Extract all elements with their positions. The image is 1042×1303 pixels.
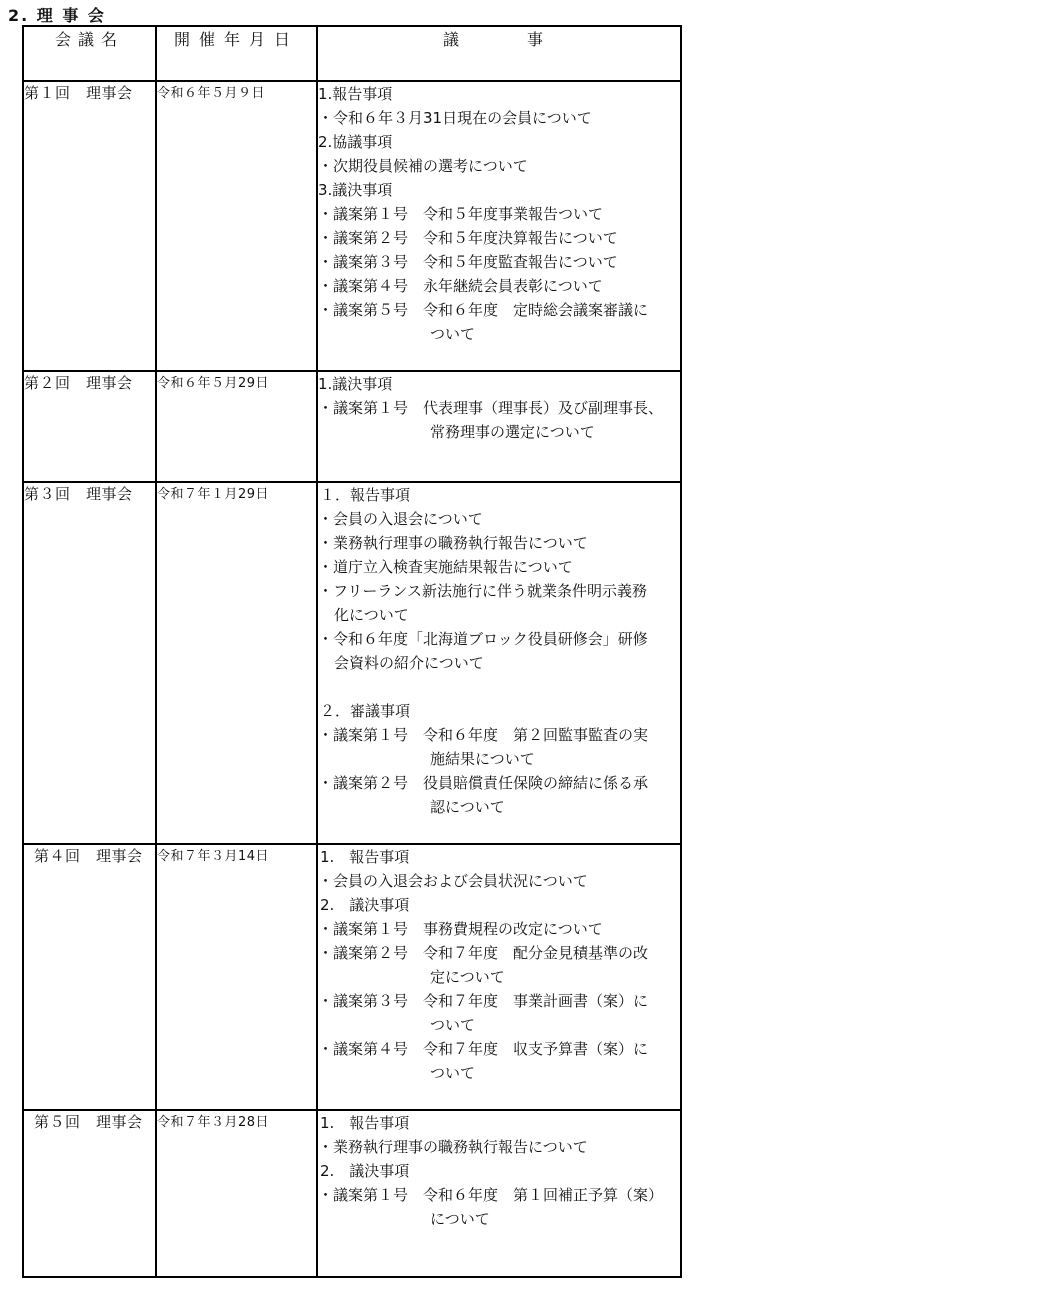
table-header-row: [23, 26, 681, 81]
agenda-line: 2.協議事項: [318, 133, 393, 151]
agenda-line: ・議案第１号 令和６年度 第１回補正予算（案）: [318, 1186, 664, 1204]
meeting-date: 令和６年５月９日: [156, 81, 317, 371]
agenda-line: 1. 報告事項: [320, 1114, 410, 1132]
agenda-line: ・議案第４号 令和７年度 収支予算書（案）に: [318, 1040, 649, 1058]
agenda-line: ・次期役員候補の選考について: [318, 157, 528, 175]
spacer: [318, 675, 680, 699]
meeting-name: 第１回 理事会: [23, 81, 156, 371]
meeting-agenda: [317, 844, 681, 1110]
board-meetings-table: [22, 25, 682, 1278]
meeting-name: 第３回 理事会: [23, 482, 156, 844]
agenda-line: 1. 報告事項: [320, 848, 410, 866]
agenda-line: ・会員の入退会について: [318, 510, 483, 528]
agenda-line: について: [430, 1210, 490, 1228]
agenda-line: ・議案第５号 令和６年度 定時総会議案審議に: [318, 301, 649, 319]
agenda-line: ・業務執行理事の職務執行報告について: [318, 1138, 588, 1156]
agenda-line: 施結果について: [430, 750, 535, 768]
agenda-line: 常務理事の選定について: [430, 423, 595, 441]
agenda-line: 化について: [334, 606, 409, 624]
agenda-line: ・議案第２号 令和５年度決算報告について: [318, 229, 618, 247]
agenda-line: 認について: [430, 798, 505, 816]
header-date: 開催年月日: [156, 26, 317, 81]
agenda-line: 2. 議決事項: [320, 896, 410, 914]
meeting-agenda: [317, 482, 681, 844]
agenda-line: ついて: [430, 1064, 476, 1082]
section-title: 2. 理 事 会: [8, 6, 106, 25]
agenda-line: ・会員の入退会および会員状況について: [318, 872, 588, 890]
table-row: [23, 844, 681, 1110]
meeting-name: 第５回 理事会: [23, 1110, 156, 1277]
agenda-line: 1.議決事項: [318, 375, 393, 393]
agenda-line: ・議案第１号 事務費規程の改定について: [318, 920, 603, 938]
agenda-line: 会資料の紹介について: [334, 654, 484, 672]
meeting-agenda: [317, 371, 681, 482]
agenda-line: ２．審議事項: [320, 702, 411, 720]
meeting-name: 第４回 理事会: [23, 844, 156, 1110]
agenda-line: ついて: [430, 1016, 476, 1034]
agenda-line: ・令和６年度「北海道ブロック役員研修会」研修: [318, 630, 648, 648]
agenda-line: ・議案第１号 令和５年度事業報告ついて: [318, 205, 604, 223]
agenda-line: ・議案第４号 永年継続会員表彰について: [318, 277, 603, 295]
meeting-date: 令和６年５月29日: [156, 371, 317, 482]
table-row: [23, 81, 681, 371]
agenda-line: ・業務執行理事の職務執行報告について: [318, 534, 588, 552]
agenda-line: ・議案第１号 令和６年度 第２回監事監査の実: [318, 726, 649, 744]
agenda-line: ・議案第１号 代表理事（理事長）及び副理事長、: [318, 399, 664, 417]
agenda-line: １．報告事項: [320, 486, 411, 504]
agenda-line: ・フリーランス新法施行に伴う就業条件明示義務: [318, 582, 647, 600]
meeting-date: 令和７年３月28日: [156, 1110, 317, 1277]
agenda-line: ・道庁立入検査実施結果報告について: [318, 558, 573, 576]
header-meeting-name: 会議名: [23, 26, 156, 81]
agenda-line: 3.議決事項: [318, 181, 393, 199]
table-row: [23, 1110, 681, 1277]
agenda-line: 2. 議決事項: [320, 1162, 410, 1180]
meeting-agenda: [317, 81, 681, 371]
meeting-agenda: [317, 1110, 681, 1277]
agenda-line: ・令和６年３月31日現在の会員について: [318, 109, 592, 127]
agenda-line: ・議案第２号 役員賠償責任保険の締結に係る承: [318, 774, 649, 792]
agenda-line: 1.報告事項: [318, 85, 393, 103]
meeting-name: 第２回 理事会: [23, 371, 156, 482]
agenda-line: ついて: [430, 325, 476, 343]
meeting-date: 令和７年３月14日: [156, 844, 317, 1110]
agenda-line: ・議案第３号 令和５年度監査報告について: [318, 253, 618, 271]
agenda-line: ・議案第２号 令和７年度 配分金見積基準の改: [318, 944, 649, 962]
agenda-line: 定について: [430, 968, 505, 986]
meeting-date: 令和７年１月29日: [156, 482, 317, 844]
table-row: [23, 482, 681, 844]
agenda-line: ・議案第３号 令和７年度 事業計画書（案）に: [318, 992, 649, 1010]
table-row: [23, 371, 681, 482]
header-agenda: 議 事: [317, 26, 681, 81]
